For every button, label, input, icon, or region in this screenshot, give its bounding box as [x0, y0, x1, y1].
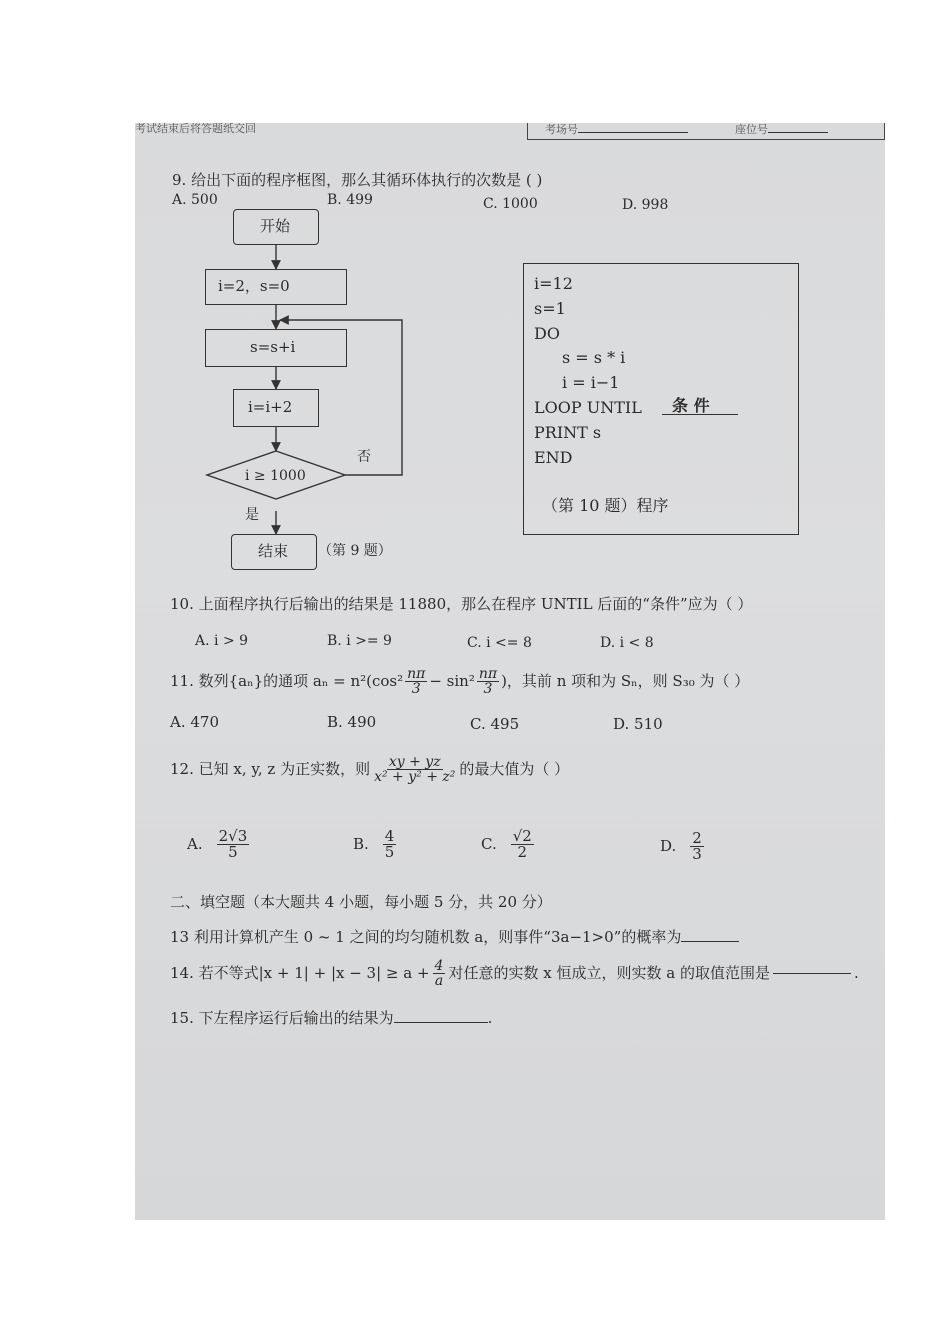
code-line-2: s=1 — [534, 299, 566, 318]
flow-end: 结束 — [231, 534, 317, 570]
q10-stem: 10. 上面程序执行后输出的结果是 11880，那么在程序 UNTIL 后面的“条件”应为（ ） — [170, 595, 753, 613]
q9-option-a: A. 500 — [172, 192, 218, 208]
q9-option-d: D. 998 — [622, 197, 669, 213]
q9-flowchart-lines — [195, 203, 495, 563]
q11-option-a: A. 470 — [170, 713, 219, 731]
exam-paper — [135, 123, 885, 1220]
code-condition-blank: 条 件 — [662, 398, 738, 415]
q9-stem: 9. 给出下面的程序框图，那么其循环体执行的次数是 ( ) — [172, 171, 543, 189]
q12-option-a: A. $\frac{2√3}{5}$ — [187, 827, 248, 861]
q10-option-d: D. i < 8 — [600, 635, 654, 651]
code-line-4: s = s * i — [562, 348, 626, 367]
code-line-8: END — [534, 448, 573, 467]
q12-stem: 12. 已知 x, y, z 为正实数，则 $\frac{xy + yz}{\text{x² + y² + z²}}$ 的最大值为（ ） — [170, 754, 570, 785]
q10-option-b: B. i >= 9 — [327, 633, 392, 649]
q10-option-c: C. i <= 8 — [467, 635, 532, 651]
q9-option-b: B. 499 — [327, 192, 373, 208]
code-line-7: PRINT s — [534, 423, 602, 442]
code-line-3: DO — [534, 324, 560, 343]
q10-option-a: A. i > 9 — [195, 633, 249, 649]
flow-yes-label: 是 — [245, 507, 259, 523]
flow-caption: （第 9 题） — [318, 543, 392, 559]
q11-stem: 11. 数列{aₙ}的通项 aₙ = n²(cos² $\frac{n\pi}{3}$ − sin² $\frac{n\pi}{3}$ )，其前 n 项和为 Sₙ，则 S₃₀ 为（ ） — [170, 666, 750, 697]
part2-heading: 二、填空题（本大题共 4 小题，每小题 5 分，共 20 分） — [170, 893, 552, 911]
header-exam-room: 考场号 — [545, 123, 688, 137]
flow-body-sum: s=s+i — [205, 329, 347, 367]
q10-program-box — [523, 263, 799, 535]
header-note: 考试结束后将答题纸交回 — [135, 123, 256, 135]
flow-start: 开始 — [233, 209, 319, 245]
q12-option-b: B. $\frac{4}{5}$ — [353, 827, 395, 861]
flow-init: i=2，s=0 — [205, 269, 347, 305]
q11-option-b: B. 490 — [327, 713, 377, 731]
q13: 13 利用计算机产生 0 ~ 1 之间的均匀随机数 a，则事件“3a−1>0”的概率为 — [170, 930, 739, 945]
flow-no-label: 否 — [357, 449, 371, 465]
q11-option-d: D. 510 — [613, 715, 663, 733]
q9-option-c: C. 1000 — [483, 196, 538, 212]
header-seat: 座位号 — [735, 123, 828, 137]
q11-option-c: C. 495 — [470, 715, 520, 733]
flow-condition: i ≥ 1000 — [245, 468, 306, 484]
code-line-1: i=12 — [534, 274, 573, 293]
code-caption: （第 10 题）程序 — [542, 496, 669, 515]
code-line-6: LOOP UNTIL — [534, 398, 642, 417]
code-line-5: i = i−1 — [562, 373, 620, 392]
flow-body-inc: i=i+2 — [233, 389, 319, 427]
q12-option-d: D. $\frac{2}{3}$ — [660, 829, 702, 863]
q12-option-c: C. $\frac{√2}{2}$ — [481, 827, 532, 861]
q15: 15. 下左程序运行后输出的结果为 . — [170, 1009, 493, 1027]
q14: 14. 若不等式|x + 1| + |x − 3| ≥ a + $\frac{4}{a}$ 对任意的实数 x 恒成立，则实数 a 的取值范围是 . — [170, 958, 859, 989]
